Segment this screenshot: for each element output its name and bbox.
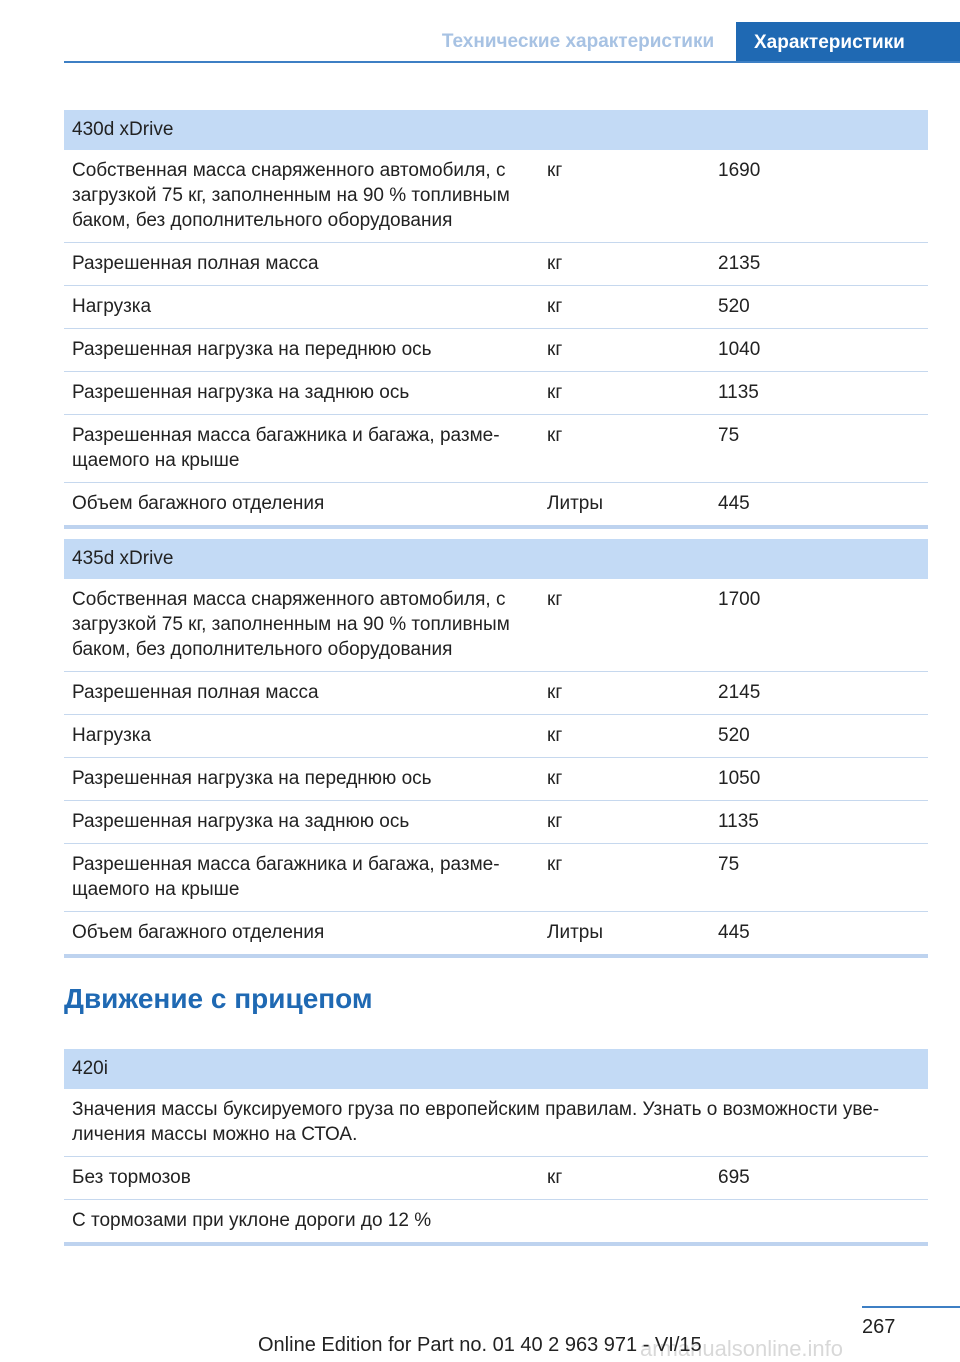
table-row	[64, 372, 928, 415]
spec-table-435d	[64, 539, 928, 958]
row-label: Разрешенная масса багажника и багажа, разме-щаемого на крыше	[64, 844, 539, 912]
table-header-row	[64, 539, 928, 579]
table-row	[64, 286, 928, 329]
table-row	[64, 758, 928, 801]
row-unit: кг	[539, 1157, 710, 1200]
row-unit: кг	[539, 243, 710, 286]
table-row	[64, 1200, 928, 1245]
row-unit: кг	[539, 150, 710, 243]
row-value: 2145	[710, 672, 928, 715]
row-value: 1135	[710, 801, 928, 844]
row-value: 520	[710, 715, 928, 758]
edition-note: Online Edition for Part no. 01 40 2 963 971 - VI/15	[258, 1334, 702, 1356]
row-label: Разрешенная масса багажника и багажа, разме-щаемого на крыше	[64, 415, 539, 483]
page-header	[0, 22, 960, 62]
row-value: 445	[710, 483, 928, 528]
row-value: 695	[710, 1157, 928, 1200]
row-value: 75	[710, 415, 928, 483]
row-value: 445	[710, 912, 928, 957]
table-row	[64, 912, 928, 957]
table-row	[64, 150, 928, 243]
footer-rule	[862, 1306, 960, 1308]
row-unit: кг	[539, 579, 710, 672]
towing-table-420i	[64, 1049, 928, 1246]
row-value: 1700	[710, 579, 928, 672]
row-unit: кг	[539, 715, 710, 758]
table-row	[64, 415, 928, 483]
spec-table-430d	[64, 110, 928, 529]
row-value: 1050	[710, 758, 928, 801]
row-unit: кг	[539, 801, 710, 844]
row-label: С тормозами при уклоне дороги до 12 %	[64, 1200, 539, 1245]
table-title: 435d xDrive	[64, 539, 928, 579]
row-unit: кг	[539, 415, 710, 483]
section-heading: Движение с прицепом	[64, 983, 373, 1014]
table-row	[64, 672, 928, 715]
row-label: Объем багажного отделения	[64, 912, 539, 957]
table-title: 420i	[64, 1049, 928, 1089]
row-label: Разрешенная полная масса	[64, 672, 539, 715]
table-row	[64, 243, 928, 286]
table-header-row	[64, 1049, 928, 1089]
row-unit: кг	[539, 372, 710, 415]
table-header-row	[64, 110, 928, 150]
row-unit: Литры	[539, 912, 710, 957]
table-row	[64, 483, 928, 528]
table-row	[64, 1157, 928, 1200]
table-row	[64, 329, 928, 372]
row-unit: кг	[539, 286, 710, 329]
row-label: Объем багажного отделения	[64, 483, 539, 528]
row-label: Разрешенная нагрузка на заднюю ось	[64, 372, 539, 415]
row-label: Собственная масса снаряженного автомобиля, с загрузкой 75 кг, заполненным на 90 % топливным баком, без дополнительного оборудования	[64, 150, 539, 243]
row-label: Разрешенная нагрузка на переднюю ось	[64, 329, 539, 372]
header-chapter-tab: Характеристики	[736, 22, 960, 63]
row-label: Разрешенная полная масса	[64, 243, 539, 286]
row-value	[710, 1200, 928, 1245]
row-unit: кг	[539, 672, 710, 715]
row-label: Собственная масса снаряженного автомобиля, с загрузкой 75 кг, заполненным на 90 % топливным баком, без дополнительного оборудования	[64, 579, 539, 672]
row-label: Нагрузка	[64, 286, 539, 329]
page-number: 267	[862, 1316, 896, 1338]
table-row	[64, 579, 928, 672]
table-row	[64, 801, 928, 844]
row-unit	[539, 1200, 710, 1245]
row-unit: кг	[539, 329, 710, 372]
table-note: Значения массы буксируемого груза по европейским правилам. Узнать о возможности уве-личения массы можно на СТОА.	[64, 1089, 928, 1157]
header-section-title: Технические характеристики	[441, 31, 715, 52]
table-note-row	[64, 1089, 928, 1157]
row-label: Разрешенная нагрузка на заднюю ось	[64, 801, 539, 844]
table-row	[64, 844, 928, 912]
row-value: 2135	[710, 243, 928, 286]
row-value: 520	[710, 286, 928, 329]
row-unit: кг	[539, 758, 710, 801]
row-value: 1135	[710, 372, 928, 415]
table-title: 430d xDrive	[64, 110, 928, 150]
table-row	[64, 715, 928, 758]
row-value: 75	[710, 844, 928, 912]
row-label: Разрешенная нагрузка на переднюю ось	[64, 758, 539, 801]
header-rule	[64, 61, 960, 63]
row-unit: кг	[539, 844, 710, 912]
row-label: Без тормозов	[64, 1157, 539, 1200]
row-label: Нагрузка	[64, 715, 539, 758]
row-value: 1690	[710, 150, 928, 243]
watermark: armanualsonline.info	[640, 1336, 844, 1361]
row-value: 1040	[710, 329, 928, 372]
row-unit: Литры	[539, 483, 710, 528]
